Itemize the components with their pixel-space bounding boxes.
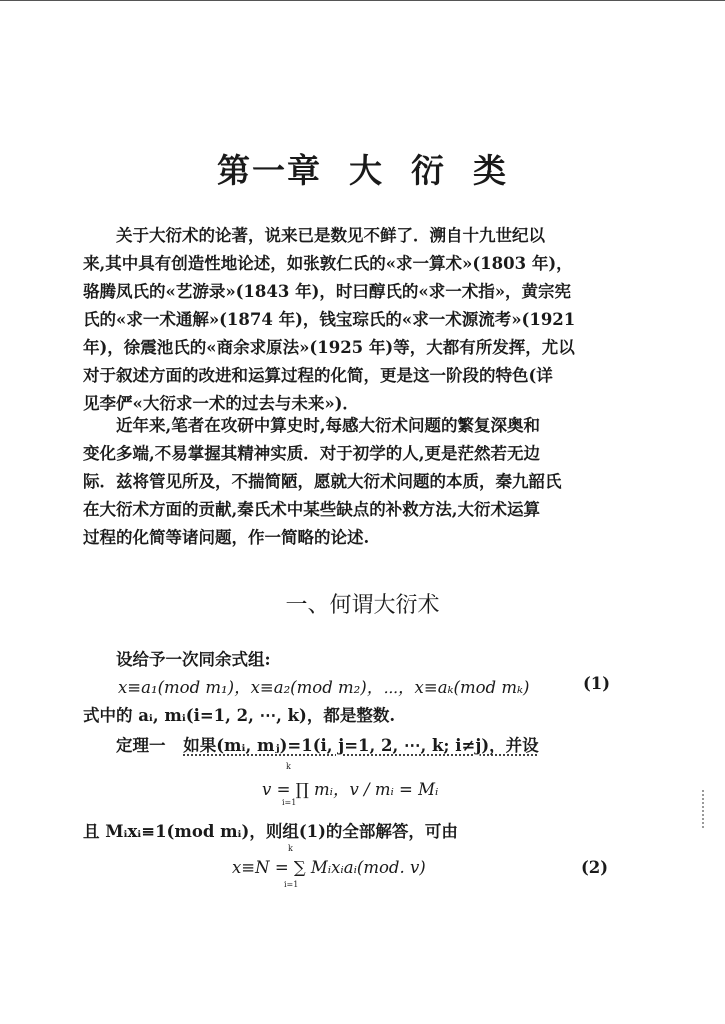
margin-scan-mark xyxy=(702,790,706,828)
congruence-system: x≡a₁(mod m₁)，x≡a₂(mod m₂)，⋯，x≡aₖ(mod mₖ) xyxy=(118,678,530,697)
theorem-label: 定理一 xyxy=(116,736,166,755)
equation-number-2: (2) xyxy=(581,858,609,877)
product-upper-limit: k xyxy=(286,762,291,771)
intro-line: 见李俨«大衍求一术的过去与未来»)． xyxy=(83,394,359,413)
product-lower-limit: i=1 xyxy=(282,798,297,807)
product-formula-block xyxy=(262,762,482,807)
second-line: 过程的化简等诸问题，作一简略的论述. xyxy=(83,528,370,547)
solution-formula-block xyxy=(232,846,492,890)
intro-line: 对于叙述方面的改进和运算过程的化简，更是这一阶段的特色(详 xyxy=(83,366,553,385)
setup-line: 设给予一次同余式组: xyxy=(116,650,271,669)
second-line: 近年来,笔者在攻研中算史时,每感大衍术问题的繁复深奥和 xyxy=(116,416,540,435)
sum-upper-limit: k xyxy=(288,844,293,853)
chapter-title: 第一章 大 衍 类 xyxy=(217,151,508,190)
intro-line: 关于大衍术的论著，说来已是数见不鲜了．溯自十九世纪以 xyxy=(116,226,545,245)
second-line: 变化多端,不易掌握其精神实质．对于初学的人,更是茫然若无边 xyxy=(83,444,540,463)
sum-lower-limit: i=1 xyxy=(284,880,299,889)
intro-line: 氏的«求一术通解»(1874 年)，钱宝琮氏的«求一术源流考»(1921 xyxy=(83,310,576,329)
product-formula: v = ∏ mᵢ，v / mᵢ = Mᵢ xyxy=(262,780,439,799)
theorem-statement xyxy=(116,732,539,756)
where-line: 式中的 aᵢ, mᵢ(i=1, 2, ⋯, k)，都是整数. xyxy=(83,706,396,725)
second-line: 际．兹将管见所及，不揣简陋，愿就大衍术问题的本质，秦九韶氏 xyxy=(83,472,562,491)
intro-paragraph xyxy=(83,222,631,418)
equation-number-1: (1) xyxy=(583,674,611,693)
second-line: 在大衍术方面的贡献,秦氏术中某些缺点的补救方法,大衍术运算 xyxy=(83,500,540,519)
page-top-rule xyxy=(0,0,725,1)
intro-line: 来,其中具有创造性地论述，如张敦仁氏的«求一算术»(1803 年)， xyxy=(83,254,573,273)
section-title: 一、何谓大衍术 xyxy=(285,593,440,618)
solution-formula: x≡N = ∑ Mᵢxᵢaᵢ(mod. v) xyxy=(232,858,426,877)
intro-line: 年)，徐震池氏的«商余求原法»(1925 年)等，大都有所发挥，尤以 xyxy=(83,338,575,357)
intro-line: 骆腾凤氏的«艺游录»(1843 年)，时曰醇氏的«求一术指»，黄宗宪 xyxy=(83,282,572,301)
second-paragraph xyxy=(83,412,631,552)
theorem-text: 如果(mᵢ, mⱼ)=1(i, j=1, 2, ⋯, k; i≠j)，并设 xyxy=(183,736,539,755)
and-line: 且 Mᵢxᵢ≡1(mod mᵢ)，则组(1)的全部解答，可由 xyxy=(83,822,458,841)
